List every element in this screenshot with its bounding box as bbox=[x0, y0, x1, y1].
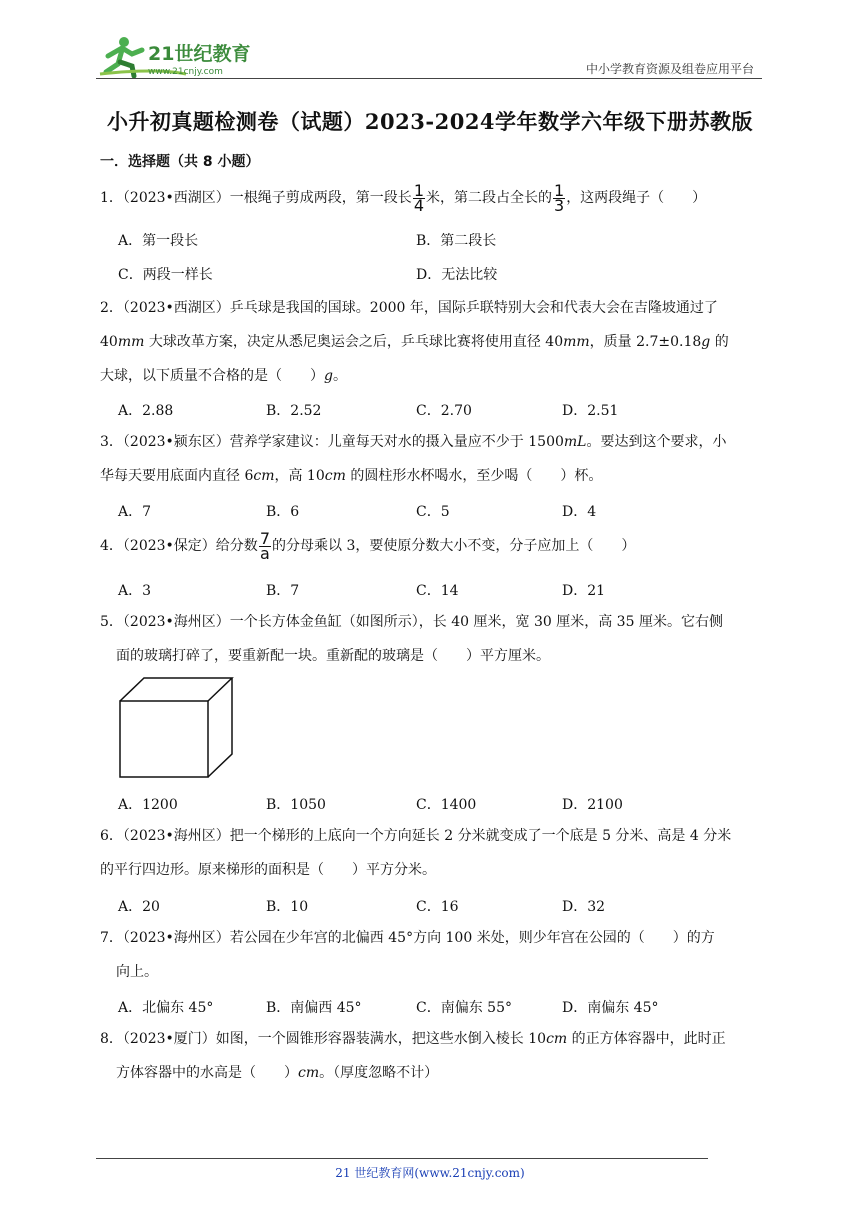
question-text: （2023•保定）给分数 bbox=[122, 538, 258, 554]
option-c: C．14 bbox=[416, 583, 459, 599]
option-a: A．1200 bbox=[118, 797, 178, 813]
question-text: 的圆柱形水杯喝水，至少喝（ ）杯。 bbox=[345, 468, 603, 484]
fraction-denominator: 3 bbox=[554, 195, 565, 215]
question-number: 7． bbox=[100, 930, 123, 946]
question-number: 6． bbox=[100, 828, 123, 844]
fraction-denominator: a bbox=[260, 543, 270, 563]
runner-logo-icon bbox=[96, 34, 266, 80]
option-c: C．16 bbox=[416, 899, 459, 915]
question-line bbox=[100, 425, 762, 459]
question-text: ，这两段绳子（ ） bbox=[566, 190, 707, 206]
question-text: 的分母乘以 3，要使原分数大小不变，分子应加上（ ） bbox=[272, 538, 636, 554]
question-text: 米，第二段占全长的 bbox=[426, 190, 552, 206]
header-divider bbox=[96, 78, 762, 79]
question-text: ，高 10 bbox=[274, 468, 325, 484]
question-number: 5． bbox=[100, 614, 123, 630]
question-text: 。要达到这个要求，小 bbox=[586, 434, 727, 450]
question-text: （2023•海州区）若公园在少年宫的北偏西 45°方向 100 米处，则少年宫在公园的（ ）的方 bbox=[122, 930, 715, 946]
question-number: 8． bbox=[100, 1031, 123, 1047]
option-c: C．5 bbox=[416, 504, 450, 520]
question-line bbox=[100, 605, 762, 639]
option-d: D．4 bbox=[562, 504, 597, 520]
unit: mm bbox=[563, 334, 590, 350]
question-number: 3． bbox=[100, 434, 123, 450]
option-d: D．32 bbox=[562, 899, 606, 915]
option-d: D．2100 bbox=[562, 797, 623, 813]
question-4 bbox=[100, 529, 762, 563]
option-d: D．南偏东 45° bbox=[562, 1000, 659, 1016]
question-8 bbox=[100, 1022, 762, 1090]
question-line bbox=[100, 1022, 762, 1056]
question-text: 40 bbox=[100, 334, 118, 350]
question-line bbox=[100, 1056, 762, 1090]
question-text: 的正方体容器中，此时正 bbox=[567, 1031, 726, 1047]
svg-text:21世纪教育: 21世纪教育 bbox=[148, 43, 251, 65]
option-b: B．10 bbox=[266, 899, 309, 915]
question-text: 华每天要用底面内直径 6 bbox=[100, 468, 254, 484]
fraction-numerator: 1 bbox=[554, 180, 565, 200]
option-c: C．两段一样长 bbox=[118, 267, 213, 283]
question-line bbox=[100, 459, 762, 493]
fraction-numerator: 1 bbox=[413, 180, 424, 200]
option-d: D．无法比较 bbox=[416, 267, 498, 283]
unit: cm bbox=[253, 468, 275, 484]
option-b: B．1050 bbox=[266, 797, 326, 813]
question-5 bbox=[100, 605, 762, 673]
option-b: B．第二段长 bbox=[416, 233, 497, 249]
unit: g bbox=[701, 334, 711, 350]
option-c: C．南偏东 55° bbox=[416, 1000, 512, 1016]
option-b: B．南偏西 45° bbox=[266, 1000, 362, 1016]
question-text: ，质量 2.7±0.18 bbox=[589, 334, 702, 350]
fraction-numerator: 7 bbox=[259, 528, 270, 548]
question-3 bbox=[100, 425, 762, 493]
question-text: （2023•厦门）如图，一个圆锥形容器装满水，把这些水倒入棱长 10 bbox=[122, 1031, 547, 1047]
question-line bbox=[100, 955, 762, 989]
question-2 bbox=[100, 291, 762, 393]
unit: mL bbox=[563, 434, 587, 450]
question-7 bbox=[100, 921, 762, 989]
question-6 bbox=[100, 819, 762, 887]
question-line bbox=[100, 819, 762, 853]
fraction bbox=[413, 180, 425, 215]
option-a: A．第一段长 bbox=[118, 233, 199, 249]
option-d: D．21 bbox=[562, 583, 606, 599]
question-text: （2023•颍东区）营养学家建议：儿童每天对水的摄入量应不少于 1500 bbox=[122, 434, 564, 450]
question-line bbox=[100, 291, 762, 325]
unit: cm bbox=[298, 1065, 320, 1081]
cuboid-figure bbox=[118, 676, 236, 780]
option-a: A．2.88 bbox=[118, 403, 174, 419]
question-number: 4． bbox=[100, 538, 123, 554]
option-b: B．2.52 bbox=[266, 403, 322, 419]
option-a: A．7 bbox=[118, 504, 152, 520]
question-line bbox=[100, 921, 762, 955]
question-number: 1． bbox=[100, 190, 123, 206]
question-line bbox=[100, 359, 762, 393]
page-title: 小升初真题检测卷（试题）2023-2024学年数学六年级下册苏教版 bbox=[106, 109, 754, 134]
question-1 bbox=[100, 181, 762, 215]
option-a: A．20 bbox=[118, 899, 160, 915]
unit: cm bbox=[324, 468, 346, 484]
question-text: 向上。 bbox=[116, 964, 158, 980]
question-text: 大球改革方案，决定从悉尼奥运会之后，乒乓球比赛将使用直径 40 bbox=[144, 334, 564, 350]
svg-text:www.21cnjy.com: www.21cnjy.com bbox=[148, 67, 223, 77]
option-b: B．6 bbox=[266, 504, 300, 520]
question-text: 的 bbox=[710, 334, 729, 350]
question-text: 。（厚度忽略不计） bbox=[319, 1065, 439, 1081]
question-text: 。 bbox=[332, 368, 347, 384]
question-text: 面的玻璃打碎了，要重新配一块。重新配的玻璃是（ ）平方厘米。 bbox=[116, 648, 550, 664]
footer-link[interactable]: 21 世纪教育网(www.21cnjy.com) bbox=[335, 1166, 525, 1180]
question-text: 的平行四边形。原来梯形的面积是（ ）平方分米。 bbox=[100, 862, 436, 878]
section-heading: 一．选择题（共 8 小题） bbox=[100, 154, 260, 170]
question-line bbox=[100, 639, 762, 673]
site-logo bbox=[96, 34, 266, 80]
unit: cm bbox=[546, 1031, 568, 1047]
option-a: A．3 bbox=[118, 583, 152, 599]
question-text: （2023•西湖区）乒乓球是我国的国球。2000 年，国际乒联特别大会和代表大会在吉隆坡通过了 bbox=[122, 300, 718, 316]
fraction bbox=[553, 180, 565, 215]
option-c: C．1400 bbox=[416, 797, 477, 813]
question-text: 方体容器中的水高是（ ） bbox=[116, 1065, 298, 1081]
question-text: 大球，以下质量不合格的是（ ） bbox=[100, 368, 324, 384]
question-text: （2023•西湖区）一根绳子剪成两段，第一段长 bbox=[122, 190, 412, 206]
question-text: （2023•海州区）把一个梯形的上底向一个方向延长 2 分米就变成了一个底是 5 分米、高是 4 分米 bbox=[122, 828, 732, 844]
unit: mm bbox=[117, 334, 145, 350]
question-line bbox=[100, 853, 762, 887]
question-number: 2． bbox=[100, 300, 123, 316]
option-d: D．2.51 bbox=[562, 403, 619, 419]
question-text: （2023•海州区）一个长方体金鱼缸（如图所示），长 40 厘米，宽 30 厘米，高 35 厘米。它右侧 bbox=[122, 614, 723, 630]
fraction-denominator: 4 bbox=[413, 195, 424, 215]
header-platform-text: 中小学教育资源及组卷应用平台 bbox=[585, 62, 754, 76]
option-c: C．2.70 bbox=[416, 403, 472, 419]
fraction bbox=[259, 528, 271, 563]
footer-divider bbox=[96, 1158, 708, 1159]
question-line bbox=[100, 325, 762, 359]
unit: g bbox=[324, 368, 333, 384]
option-a: A．北偏东 45° bbox=[118, 1000, 214, 1016]
option-b: B．7 bbox=[266, 583, 300, 599]
